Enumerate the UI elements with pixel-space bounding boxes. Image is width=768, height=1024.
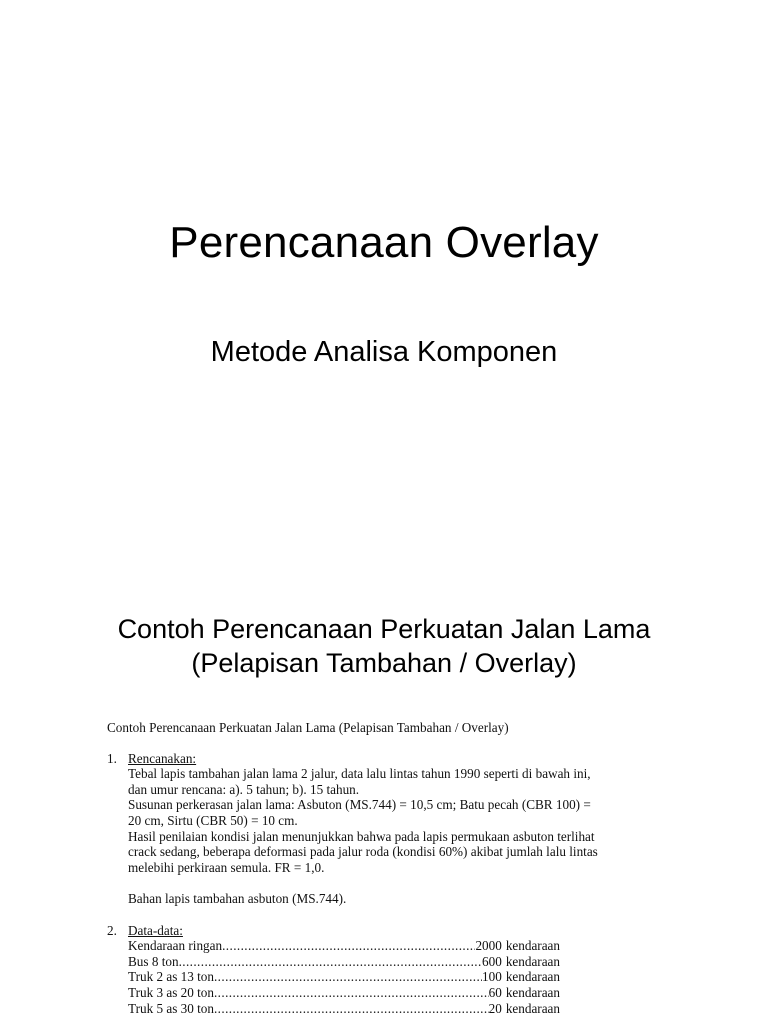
example-title-line-2: (Pelapisan Tambahan / Overlay) xyxy=(191,648,577,678)
example-title-line-1: Contoh Perencanaan Perkuatan Jalan Lama xyxy=(117,614,651,644)
vehicle-count: 20 xyxy=(488,1000,502,1016)
traffic-row xyxy=(128,954,560,970)
vehicle-type: Kendaraan ringan xyxy=(128,938,223,954)
text-line: Tebal lapis tambahan jalan lama 2 jalur, data lalu lintas tahun 1990 seperti di bawah ini, xyxy=(128,766,591,782)
vehicle-unit: kendaraan xyxy=(505,953,560,969)
text-line: crack sedang, beberapa deformasi pada jalur roda (kondisi 60%) akibat jumlah lalu lintas xyxy=(128,844,598,860)
scanned-document xyxy=(107,720,627,1016)
vehicle-type: Truk 2 as 13 ton xyxy=(128,969,214,985)
vehicle-type: Truk 5 as 30 ton xyxy=(128,1000,214,1016)
material-note: Bahan lapis tambahan asbuton (MS.744). xyxy=(128,890,347,906)
slide-main-title: Perencanaan Overlay xyxy=(169,218,599,267)
dot-leader xyxy=(214,985,489,1001)
text-line: 20 cm, Sirtu (CBR 50) = 10 cm. xyxy=(128,812,298,828)
traffic-row xyxy=(128,969,560,985)
blank-line xyxy=(128,875,627,891)
text-line: Hasil penilaian kondisi jalan menunjukkan bahwa pada lapis permukaan asbuton terlihat xyxy=(128,828,595,844)
section-title: Data-data: xyxy=(128,922,183,938)
text-line: dan umur rencana: a). 5 tahun; b). 15 tahun. xyxy=(128,781,360,797)
text-line: melebihi perkiraan semula. FR = 1,0. xyxy=(128,859,325,875)
section-title: Rencanakan: xyxy=(128,750,197,766)
vehicle-type: Truk 3 as 20 ton xyxy=(128,984,214,1000)
vehicle-type: Bus 8 ton xyxy=(128,953,179,969)
vehicle-count: 600 xyxy=(482,953,502,969)
section-plan xyxy=(107,751,627,907)
vehicle-unit: kendaraan xyxy=(505,969,560,985)
traffic-row xyxy=(128,985,560,1001)
vehicle-count: 60 xyxy=(488,984,502,1000)
vehicle-count: 2000 xyxy=(475,938,502,954)
vehicle-unit: kendaraan xyxy=(505,984,560,1000)
document-heading: Contoh Perencanaan Perkuatan Jalan Lama (Pelapisan Tambahan / Overlay) xyxy=(107,720,509,735)
vehicle-unit: kendaraan xyxy=(505,1000,560,1016)
section-data xyxy=(107,923,627,1017)
vehicle-count: 100 xyxy=(482,969,502,985)
slide-example xyxy=(0,560,768,1024)
dot-leader xyxy=(179,954,482,970)
section-gap xyxy=(107,907,627,923)
dot-leader xyxy=(222,938,475,954)
section-number: 2. xyxy=(107,922,117,938)
dot-leader xyxy=(214,1001,489,1017)
text-line: Susunan perkerasan jalan lama: Asbuton (MS.744) = 10,5 cm; Batu pecah (CBR 100) = xyxy=(128,797,591,813)
slide-subtitle: Metode Analisa Komponen xyxy=(210,336,558,368)
section-number: 1. xyxy=(107,750,117,766)
dot-leader xyxy=(214,969,482,985)
example-title xyxy=(0,612,768,680)
vehicle-unit: kendaraan xyxy=(505,938,560,954)
traffic-row xyxy=(128,1001,560,1017)
traffic-row xyxy=(128,938,560,954)
